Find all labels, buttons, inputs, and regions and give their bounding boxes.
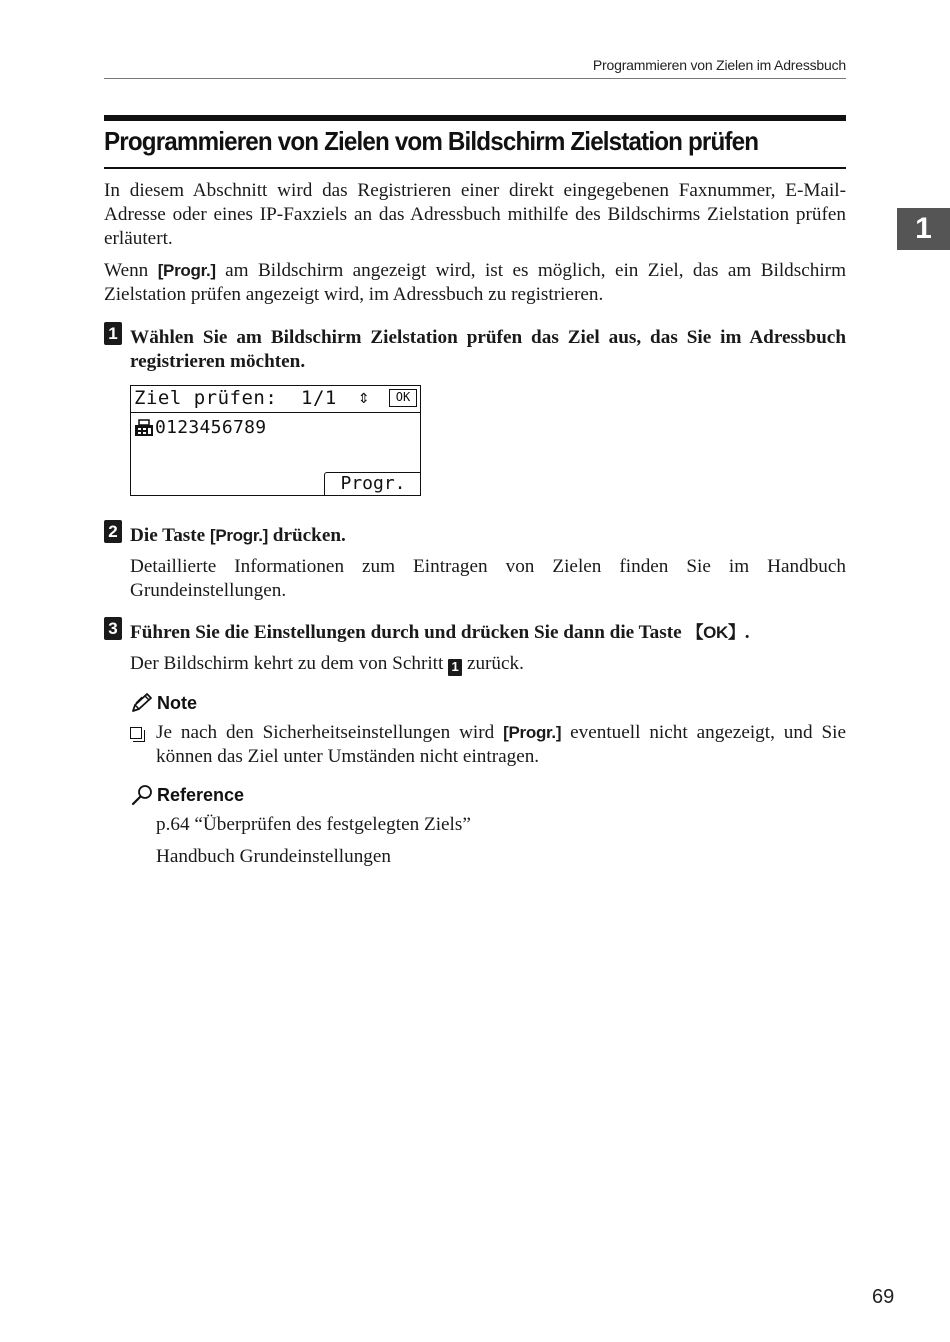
- running-header: Programmieren von Zielen im Adressbuch: [592, 57, 846, 73]
- step-ref-badge: 1: [448, 659, 462, 676]
- title-rule-bottom: [104, 167, 846, 169]
- intro-p2-after: am Bildschirm angezeigt wird, ist es möglich, ein Ziel, das am Bildschirm Zielstation prüfen angezeigt wird, im Adressbuch zu registrieren.: [104, 260, 846, 305]
- step-3-text-before: Führen Sie die Einstellungen durch und drücken Sie dann die Taste: [130, 622, 687, 643]
- step-3-number: 3: [104, 617, 122, 640]
- step-3-text-after: .: [744, 622, 750, 643]
- intro-paragraph-2: [104, 259, 846, 307]
- pencil-icon: [130, 692, 154, 714]
- reference-heading: [130, 784, 244, 806]
- lcd-screen: [130, 385, 421, 496]
- note-text-after: eventuell nicht angezeigt, und Sie können das Ziel unter Umständen nicht eintragen.: [156, 722, 846, 767]
- lcd-title: Ziel prüfen:: [134, 387, 278, 409]
- step-2-text-before: Die Taste: [130, 525, 210, 546]
- progr-key-label: [Progr.]: [503, 723, 562, 742]
- step-1-number: 1: [104, 322, 122, 345]
- step-2-number: 2: [104, 520, 122, 543]
- note-text: [156, 721, 846, 769]
- intro-p2-before: Wenn: [104, 260, 158, 281]
- lcd-progr-softkey[interactable]: Progr.: [324, 472, 421, 496]
- lcd-page-indicator: 1/1: [301, 387, 337, 409]
- step-3-body: [130, 652, 846, 676]
- step-3-body-before: Der Bildschirm kehrt zu dem von Schritt: [130, 653, 449, 674]
- lcd-ok-indicator: OK: [389, 389, 417, 407]
- header-rule: [104, 78, 846, 79]
- note-heading-label: Note: [157, 692, 197, 713]
- fax-icon: [134, 419, 154, 437]
- note-text-before: Je nach den Sicherheitseinstellungen wird: [156, 722, 504, 743]
- step-2-body: Detaillierte Informationen zum Eintragen von Zielen finden Sie im Handbuch Grundeinstellungen.: [130, 556, 846, 601]
- progr-key-label: [Progr.]: [209, 526, 268, 545]
- updown-arrow-icon: ⇕: [358, 386, 370, 408]
- step-2-text: [130, 524, 846, 548]
- step-1-text: Wählen Sie am Bildschirm Zielstation prüfen das Ziel aus, das Sie im Adressbuch registrieren möchten.: [130, 327, 846, 372]
- reference-manual: Handbuch Grundeinstellungen: [156, 846, 391, 867]
- ok-key-label: 【OK】: [686, 623, 745, 642]
- note-heading: [130, 692, 197, 714]
- intro-paragraph-1: In diesem Abschnitt wird das Registrieren einer direkt eingegebenen Faxnummer, E-Mail-Adresse oder eines IP-Faxziels an das Adressbuch mithilfe des Bildschirms Zielstation prüfen erläutert.: [104, 180, 846, 249]
- chapter-tab: 1: [897, 208, 950, 250]
- title-rule-top: [104, 115, 846, 121]
- step-3-text: [130, 621, 846, 645]
- step-3-body-after: zurück.: [462, 653, 524, 674]
- magnifier-icon: [130, 784, 154, 806]
- reference-heading-label: Reference: [157, 784, 245, 805]
- step-2-text-after: drücken.: [268, 525, 346, 546]
- reference-link[interactable]: p.64 “Überprüfen des festgelegten Ziels”: [156, 814, 471, 835]
- lcd-fax-number: 0123456789: [155, 417, 267, 438]
- checkbox-bullet-icon: [130, 727, 142, 739]
- page-number: 69: [872, 1286, 895, 1308]
- lcd-header-row: [131, 386, 420, 413]
- progr-key-label: [Progr.]: [157, 261, 216, 280]
- page-title: Programmieren von Zielen vom Bildschirm Zielstation prüfen: [104, 126, 759, 156]
- lcd-destination-row[interactable]: [134, 417, 266, 438]
